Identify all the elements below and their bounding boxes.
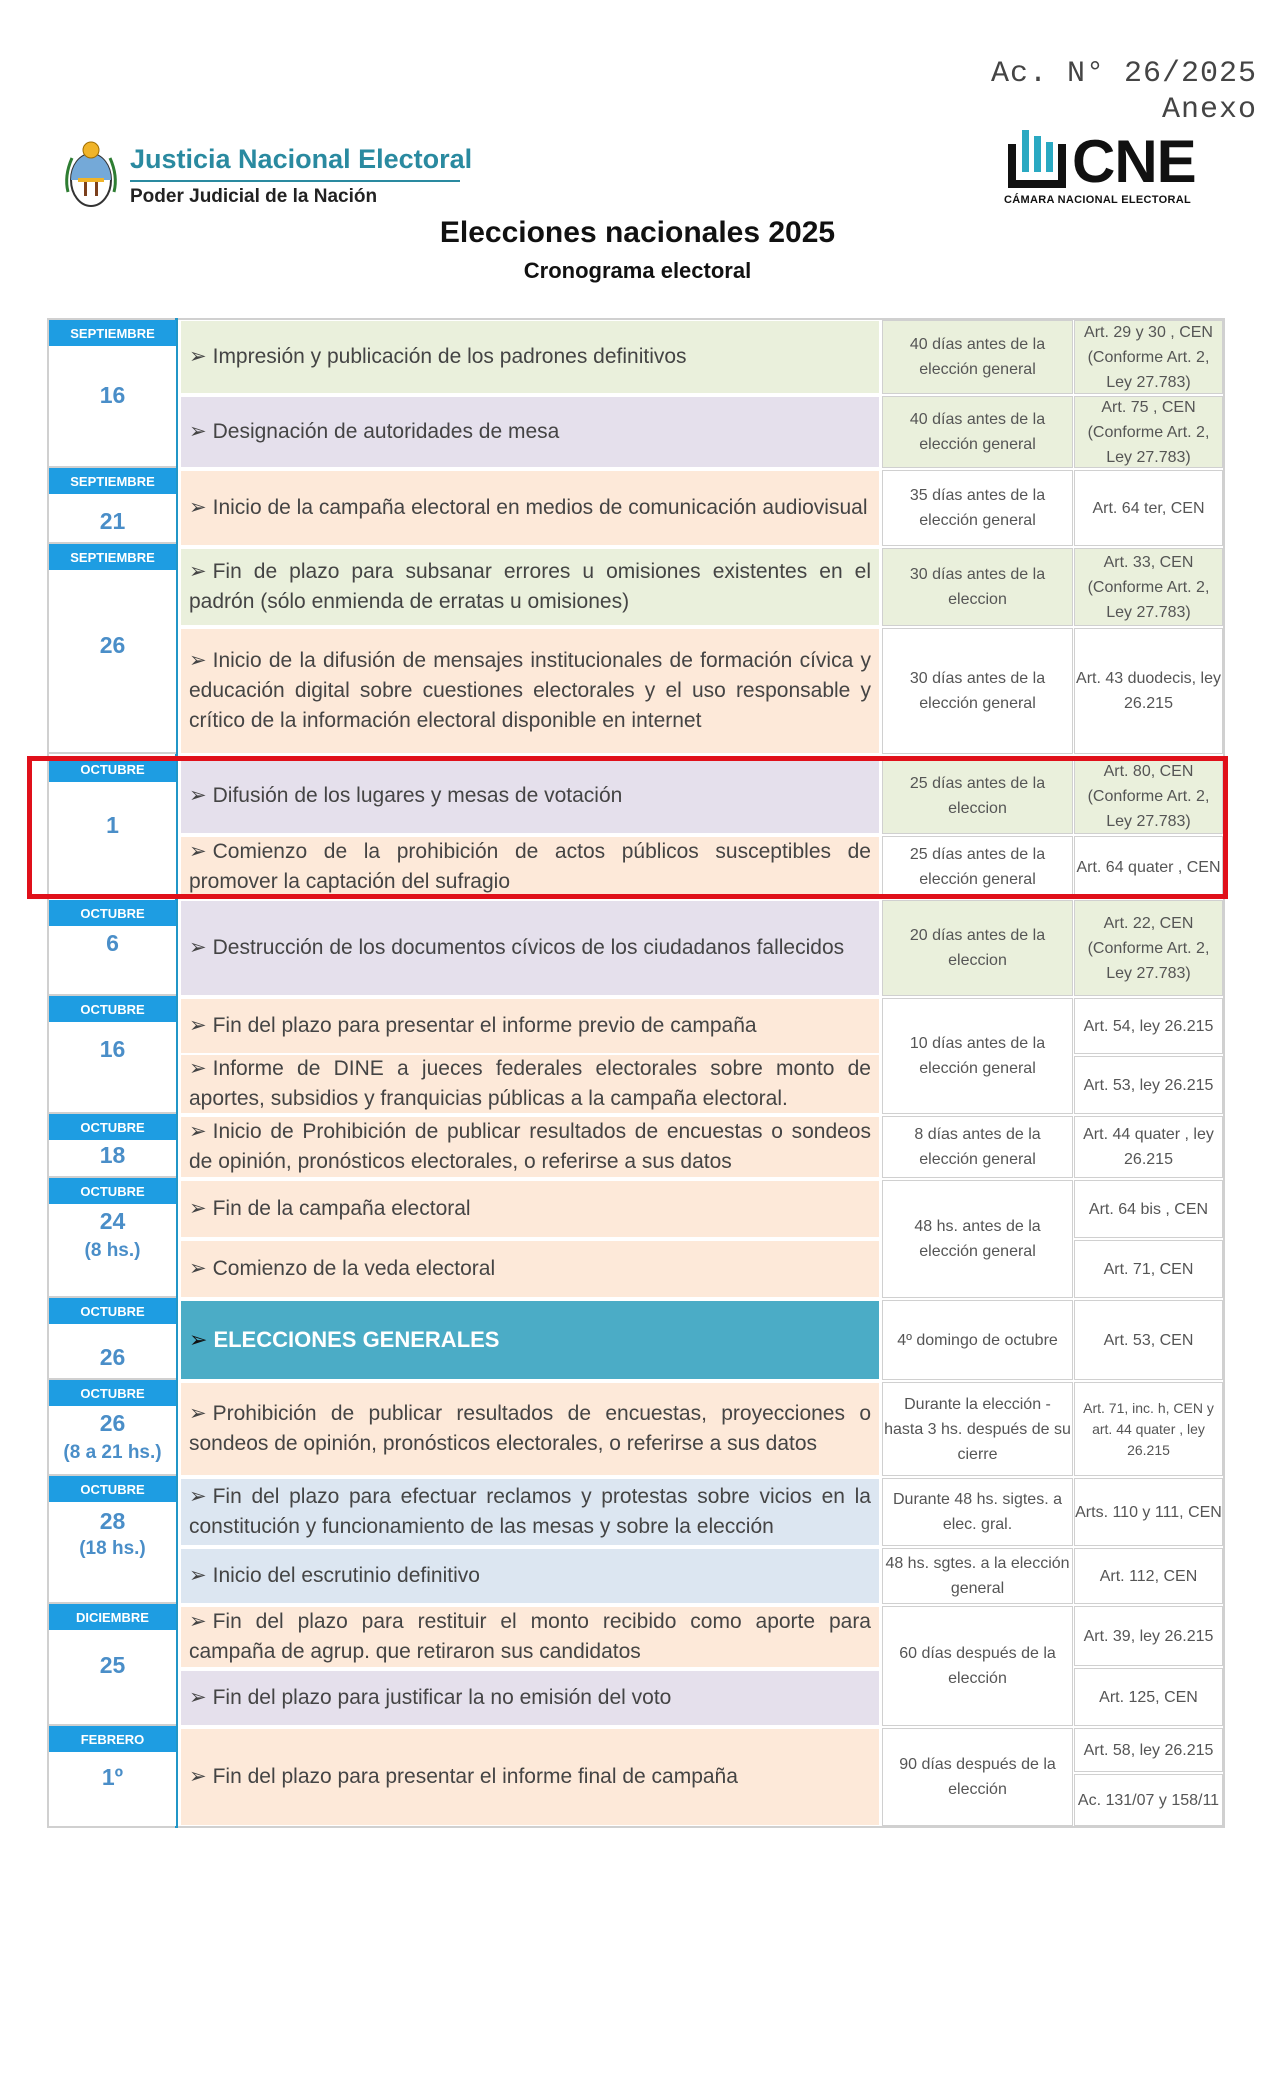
deadline-cell: 4º domingo de octubre [882, 1300, 1073, 1380]
date-block [49, 1380, 176, 1476]
legal-reference-cell: Art. 53, CEN [1074, 1300, 1223, 1380]
date-block [49, 1114, 176, 1178]
activity-text: Inicio de la difusión de mensajes institucionales de formación cívica y educación digital sobre cuestiones electorales y el uso responsable y crítico de la información electoral disponible en internet [189, 649, 871, 732]
deadline-cell: 40 días antes de la elección general [882, 396, 1073, 468]
activity-cell [180, 1548, 880, 1604]
date-month: OCTUBRE [49, 1178, 176, 1204]
deadline-cell: 30 días antes de la elección general [882, 628, 1073, 754]
date-month: SEPTIEMBRE [49, 320, 176, 346]
deadline-cell: 20 días antes de la eleccion [882, 900, 1073, 996]
arrow-bullet-icon: ➢ [189, 345, 207, 368]
legal-reference-cell: Ac. 131/07 y 158/11 [1074, 1774, 1223, 1826]
legal-reference-cell: Art. 53, ley 26.215 [1074, 1056, 1223, 1114]
date-block [49, 1726, 176, 1826]
arrow-bullet-icon: ➢ [189, 1057, 207, 1080]
date-month: DICIEMBRE [49, 1604, 176, 1630]
date-day: 1º [101, 1764, 124, 1790]
activity-cell [180, 470, 880, 546]
org-divider [130, 180, 460, 182]
arrow-bullet-icon: ➢ [189, 1120, 207, 1143]
arrow-bullet-icon: ➢ [189, 1686, 207, 1709]
cne-logo-subtitle: CÁMARA NACIONAL ELECTORAL [1004, 194, 1191, 206]
deadline-cell: 90 días después de la elección [882, 1728, 1073, 1826]
reference-number: Ac. N° 26/2025 [990, 57, 1257, 91]
date-month: OCTUBRE [49, 1476, 176, 1502]
arrow-bullet-icon: ➢ [189, 1327, 208, 1352]
activity-text: Inicio del escrutinio definitivo [212, 1564, 480, 1587]
activity-text: Informe de DINE a jueces federales electorales sobre monto de aportes, subsidios y franquicias públicas a la campaña electoral. [189, 1057, 871, 1110]
date-month: SEPTIEMBRE [49, 544, 176, 570]
date-block [49, 468, 176, 544]
legal-reference-cell: Art. 64 quater , CEN [1074, 836, 1223, 898]
activity-text: Difusión de los lugares y mesas de votación [212, 784, 623, 807]
legal-reference-cell: Art. 33, CEN (Conforme Art. 2, Ley 27.783) [1074, 548, 1223, 626]
date-day: 1 [106, 812, 119, 838]
activity-text: Fin de plazo para subsanar errores u omisiones existentes en el padrón (sólo enmienda de erratas u omisiones) [189, 560, 871, 613]
date-day: 18 [99, 1142, 126, 1168]
page-subtitle: Cronograma electoral [523, 258, 752, 283]
legal-reference-cell: Art. 71, CEN [1074, 1240, 1223, 1298]
date-block [49, 900, 176, 996]
reference-annex: Anexo [1161, 93, 1257, 127]
activity-text: Prohibición de publicar resultados de encuestas, proyecciones o sondeos de opinión, pronósticos electorales, o referirse a sus datos [189, 1402, 871, 1455]
arrow-bullet-icon: ➢ [189, 1564, 207, 1587]
legal-reference-cell: Art. 80, CEN (Conforme Art. 2, Ley 27.783) [1074, 758, 1223, 834]
activity-text: Inicio de Prohibición de publicar resultados de encuestas o sondeos de opinión, pronósticos electorales, o referirse a sus datos [189, 1120, 871, 1173]
activity-cell [180, 396, 880, 468]
arrow-bullet-icon: ➢ [189, 420, 207, 443]
activity-text: Fin del plazo para presentar el informe final de campaña [212, 1765, 738, 1788]
date-day: 26 [99, 632, 126, 658]
date-month: OCTUBRE [49, 996, 176, 1022]
cne-logo [1000, 126, 1200, 216]
activity-text: Fin del plazo para efectuar reclamos y protestas sobre vicios en la constitución y funcionamiento de las mesas y sobre la elección [189, 1485, 871, 1538]
activity-cell [180, 1116, 880, 1178]
deadline-cell: 25 días antes de la elección general [882, 836, 1073, 898]
activity-text: Comienzo de la veda electoral [212, 1257, 496, 1280]
deadline-cell: 25 días antes de la eleccion [882, 758, 1073, 834]
date-block [49, 320, 176, 468]
deadline-cell: 8 días antes de la elección general [882, 1116, 1073, 1178]
arrow-bullet-icon: ➢ [189, 1197, 207, 1220]
coat-of-arms-icon [62, 136, 120, 216]
arrow-bullet-icon: ➢ [189, 1610, 207, 1633]
date-day: 6 [106, 930, 119, 956]
activity-cell [180, 1606, 880, 1668]
date-month: FEBRERO [49, 1726, 176, 1752]
date-block [49, 996, 176, 1114]
activity-text: Fin del plazo para presentar el informe previo de campaña [212, 1014, 757, 1037]
highlight-box [27, 756, 1228, 899]
activity-text: Destrucción de los documentos cívicos de los ciudadanos fallecidos [212, 936, 845, 959]
deadline-cell: 60 días después de la elección [882, 1606, 1073, 1726]
arrow-bullet-icon: ➢ [189, 1765, 207, 1788]
legal-reference-cell: Art. 75 , CEN (Conforme Art. 2, Ley 27.783) [1074, 396, 1223, 468]
jne-logo [62, 136, 473, 220]
activity-text: Impresión y publicación de los padrones definitivos [212, 345, 687, 368]
activity-text: Fin del plazo para restituir el monto recibido como aporte para campaña de agrup. que retiraron sus candidatos [189, 1610, 871, 1663]
activity-cell [180, 1180, 880, 1238]
date-day: 25 [99, 1652, 126, 1678]
date-month: OCTUBRE [49, 1298, 176, 1324]
date-month: OCTUBRE [49, 756, 176, 782]
legal-reference-cell: Art. 64 bis , CEN [1074, 1180, 1223, 1238]
legal-reference-cell: Art. 58, ley 26.215 [1074, 1728, 1223, 1772]
legal-reference-cell: Art. 64 ter, CEN [1074, 470, 1223, 546]
arrow-bullet-icon: ➢ [189, 840, 207, 863]
deadline-cell: 10 días antes de la elección general [882, 998, 1073, 1114]
arrow-bullet-icon: ➢ [189, 1402, 207, 1425]
date-day: 26 [99, 1410, 126, 1436]
date-block [49, 544, 176, 754]
deadline-cell: 30 días antes de la eleccion [882, 548, 1073, 626]
legal-reference-cell: Art. 54, ley 26.215 [1074, 998, 1223, 1054]
date-day: 28 [99, 1508, 126, 1534]
activity-cell [180, 548, 880, 626]
activity-text: ELECCIONES GENERALES [213, 1327, 500, 1352]
cne-logo-text: CNE [1072, 128, 1196, 195]
arrow-bullet-icon: ➢ [189, 784, 207, 807]
activity-cell [180, 320, 880, 394]
deadline-cell: 35 días antes de la elección general [882, 470, 1073, 546]
date-month: OCTUBRE [49, 1380, 176, 1406]
deadline-cell: 40 días antes de la elección general [882, 320, 1073, 394]
activity-cell [180, 1054, 880, 1114]
activity-cell [180, 1670, 880, 1726]
legal-reference-cell: Art. 44 quater , ley 26.215 [1074, 1116, 1223, 1178]
activity-cell [180, 1728, 880, 1826]
org-subtitle: Poder Judicial de la Nación [130, 186, 378, 207]
deadline-cell: Durante 48 hs. sigtes. a elec. gral. [882, 1478, 1073, 1546]
date-block [49, 1298, 176, 1380]
legal-reference-cell: Art. 29 y 30 , CEN (Conforme Art. 2, Ley 27.783) [1074, 320, 1223, 394]
activity-cell [180, 628, 880, 754]
date-month: OCTUBRE [49, 900, 176, 926]
activity-cell [180, 1478, 880, 1546]
date-month: SEPTIEMBRE [49, 468, 176, 494]
arrow-bullet-icon: ➢ [189, 496, 207, 519]
date-block [49, 1178, 176, 1298]
arrow-bullet-icon: ➢ [189, 1485, 207, 1508]
activity-text: Fin del plazo para justificar la no emisión del voto [212, 1686, 672, 1709]
activity-cell [180, 998, 880, 1054]
arrow-bullet-icon: ➢ [189, 1014, 207, 1037]
legal-reference-cell: Art. 125, CEN [1074, 1668, 1223, 1726]
date-day: 21 [99, 508, 126, 534]
date-day: 24 [99, 1208, 126, 1234]
activity-cell-highlight [180, 1300, 880, 1380]
activity-cell [180, 900, 880, 996]
date-block [49, 1476, 176, 1604]
date-time-note: (8 a 21 hs.) [63, 1442, 162, 1463]
legal-reference-cell: Arts. 110 y 111, CEN [1074, 1478, 1223, 1546]
date-time-note: (18 hs.) [79, 1538, 146, 1559]
legal-reference-cell: Art. 39, ley 26.215 [1074, 1606, 1223, 1666]
date-day: 16 [99, 1036, 126, 1062]
date-day: 26 [99, 1344, 126, 1370]
document-reference [991, 56, 1257, 128]
date-day: 16 [99, 382, 126, 408]
legal-reference-cell: Art. 71, inc. h, CEN y art. 44 quater , ley 26.215 [1074, 1382, 1223, 1476]
arrow-bullet-icon: ➢ [189, 649, 207, 672]
activity-text: Designación de autoridades de mesa [212, 420, 560, 443]
page-title: Elecciones nacionales 2025 [439, 216, 836, 249]
deadline-cell: 48 hs. antes de la elección general [882, 1180, 1073, 1298]
deadline-cell: 48 hs. sgtes. a la elección general [882, 1548, 1073, 1604]
arrow-bullet-icon: ➢ [189, 936, 207, 959]
legal-reference-cell: Art. 112, CEN [1074, 1548, 1223, 1604]
arrow-bullet-icon: ➢ [189, 560, 207, 583]
date-time-note: (8 hs.) [84, 1240, 141, 1261]
deadline-cell: Durante la elección - hasta 3 hs. después de su cierre [882, 1382, 1073, 1476]
activity-text: Comienzo de la prohibición de actos públicos susceptibles de promover la captación del sufragio [189, 840, 871, 893]
date-month: OCTUBRE [49, 1114, 176, 1140]
legal-reference-cell: Art. 22, CEN (Conforme Art. 2, Ley 27.783) [1074, 900, 1223, 996]
org-title: Justicia Nacional Electoral [130, 144, 473, 174]
activity-cell [180, 1382, 880, 1476]
cne-emblem-icon [1004, 126, 1070, 192]
date-block [49, 1604, 176, 1726]
legal-reference-cell: Art. 43 duodecis, ley 26.215 [1074, 628, 1223, 754]
arrow-bullet-icon: ➢ [189, 1257, 207, 1280]
activity-cell [180, 1240, 880, 1298]
activity-text: Fin de la campaña electoral [212, 1197, 471, 1220]
activity-text: Inicio de la campaña electoral en medios de comunicación audiovisual [212, 496, 868, 519]
